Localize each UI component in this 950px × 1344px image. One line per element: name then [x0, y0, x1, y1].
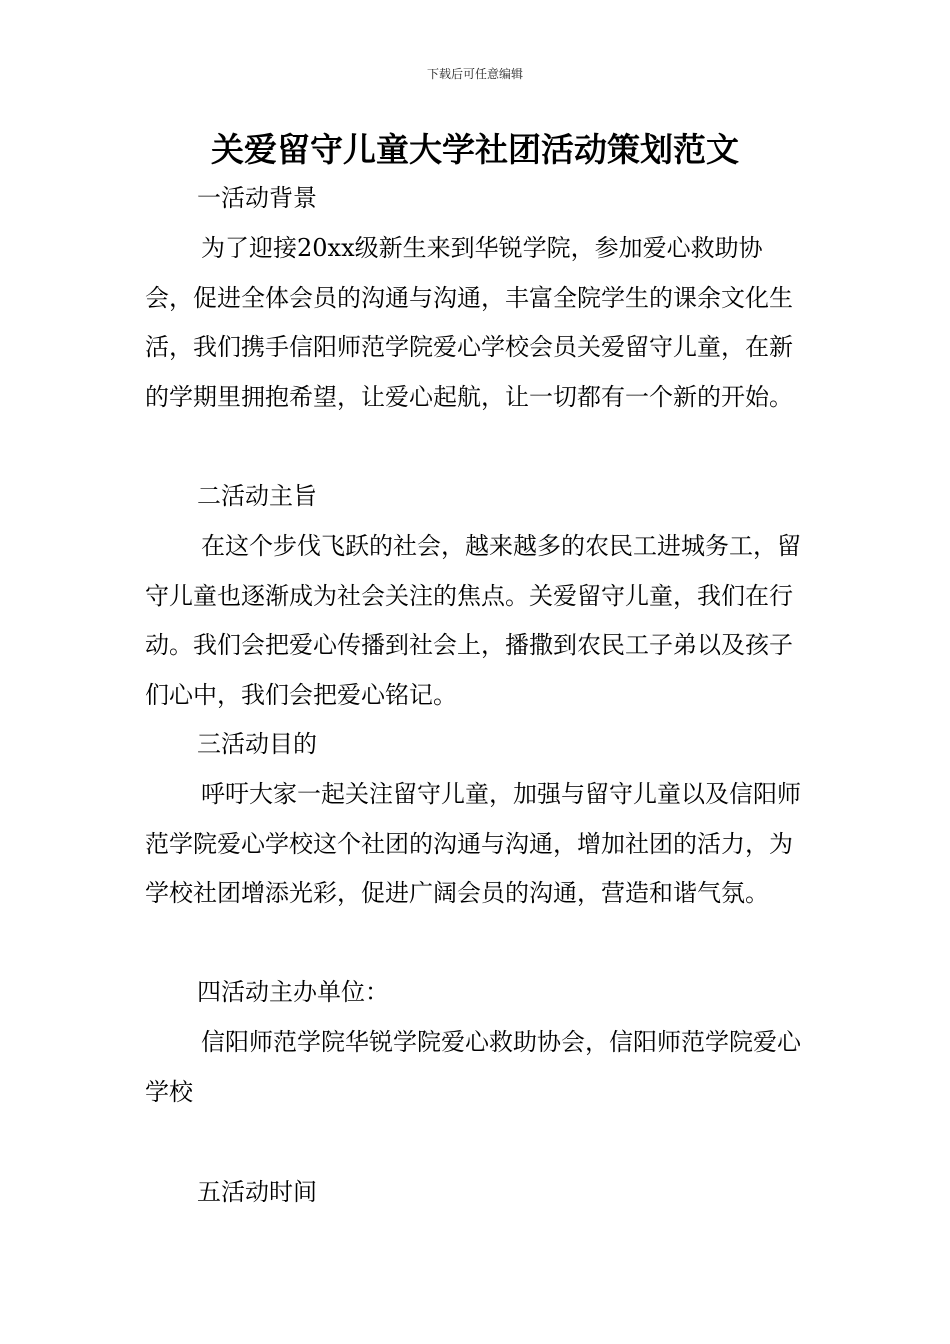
- section-paragraph-goal: 呼吁大家一起关注留守儿童，加强与留守儿童以及信阳师范学院爱心学校这个社团的沟通与沟通，增加社团的活力，为学校社团增添光彩，促进广阔会员的沟通，营造和谐气氛。: [145, 780, 801, 907]
- document-title: 关爱留守儿童大学社团活动策划范文: [211, 130, 739, 169]
- section-paragraph-background: 为了迎接20xx级新生来到华锐学院，参加爱心救助协会，促进全体会员的沟通与沟通，丰富全院学生的课余文化生活，我们携手信阳师范学院爱心学校会员关爱留守儿童，在新的学期里拥抱希望，让爱心起航，让一切都有一个新的开始。: [145, 234, 793, 411]
- section-heading-background: 一活动背景: [197, 184, 317, 212]
- section-paragraph-purpose: 在这个步伐飞跃的社会，越来越多的农民工进城务工，留守儿童也逐渐成为社会关注的焦点。关爱留守儿童，我们在行动。我们会把爱心传播到社会上，播撒到农民工子弟以及孩子们心中，我们会把爱心铭记。: [145, 532, 801, 709]
- section-heading-goal: 三活动目的: [197, 730, 317, 758]
- section-heading-time: 五活动时间: [197, 1178, 317, 1206]
- section-heading-organizer: 四活动主办单位：: [197, 978, 389, 1006]
- page-header-note: 下载后可任意编辑: [426, 67, 523, 81]
- section-heading-purpose: 二活动主旨: [197, 482, 317, 510]
- section-paragraph-organizer: 信阳师范学院华锐学院爱心救助协会，信阳师范学院爱心学校: [145, 1028, 801, 1106]
